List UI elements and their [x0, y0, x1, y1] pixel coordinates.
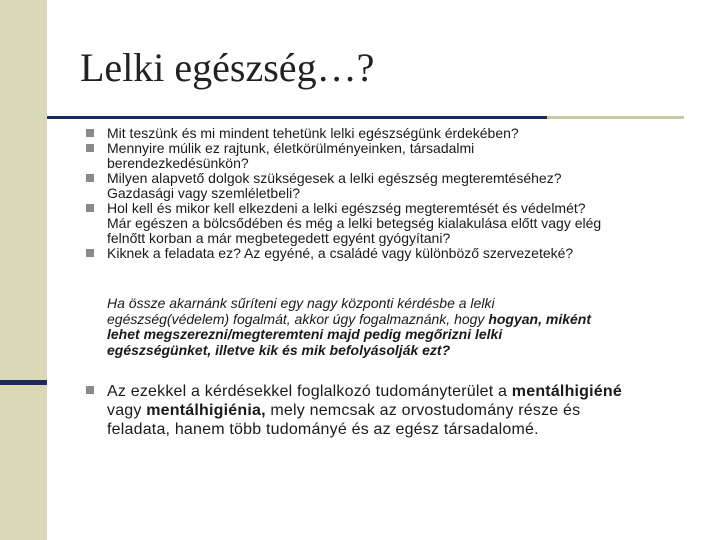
title-rule-dark	[47, 116, 547, 119]
bullet-line: felnőtt korban a már megbetegedett egyént gyógyítani?	[107, 230, 451, 246]
band-accent-mark	[0, 380, 47, 385]
conclusion-text: mely nemcsak az orvostudomány része és	[265, 402, 581, 419]
left-decorative-band	[0, 0, 47, 540]
bullet-line: Hol kell és mikor kell elkezdeni a lelki egészség megteremtését és védelmét?	[107, 200, 586, 216]
title-rule-light	[547, 116, 684, 119]
conclusion-bullet	[84, 382, 707, 439]
bullet-line: Mit teszünk és mi mindent tehetünk lelki egészségünk érdekében?	[107, 125, 519, 141]
bullet-item	[84, 141, 684, 171]
conclusion-line	[107, 382, 707, 401]
square-bullet-icon	[86, 174, 94, 182]
slide-title: Lelki egészség…?	[80, 45, 375, 90]
note-line	[107, 327, 677, 343]
conclusion-text: vagy	[107, 402, 147, 419]
square-bullet-icon	[86, 144, 94, 152]
bullet-item	[84, 171, 684, 201]
square-bullet-icon	[86, 204, 94, 212]
bullet-line: berendezkedésünkön?	[107, 155, 249, 171]
bullet-line: Gazdasági vagy szemléletbeli?	[107, 185, 300, 201]
note-line: Ha össze akarnánk sűríteni egy nagy központi kérdésbe a lelki	[107, 295, 495, 311]
bullet-line: Milyen alapvető dolgok szükségesek a lelki egészség megteremtéséhez?	[107, 170, 562, 186]
conclusion-text: Az ezekkel a kérdésekkel foglalkozó tudományterület a	[107, 383, 512, 400]
bullet-line: Kiknek a feladata ez? Az egyéné, a családé vagy különböző szervezeteké?	[107, 245, 574, 261]
bullet-item	[84, 201, 684, 246]
term-mentalhigiene: mentálhigiéné	[511, 383, 622, 400]
note-line	[107, 312, 677, 328]
bullet-item	[84, 126, 684, 141]
note-text: egészség(védelem) fogalmát, akkor úgy fogalmaznánk, hogy	[107, 310, 489, 327]
question-bullet-list	[84, 126, 684, 261]
bullet-line: Már egészen a bölcsődében és még a lelki betegség kialakulása előtt vagy elég	[107, 215, 602, 231]
square-bullet-icon	[86, 386, 94, 394]
conclusion-line: feladata, hanem több tudományé és az egész társadalomé.	[107, 421, 539, 438]
square-bullet-icon	[86, 129, 94, 137]
note-emphasis: egészségünket, illetve kik és mik befolyásolják ezt?	[107, 341, 451, 358]
conclusion-line	[107, 401, 707, 420]
note-line	[107, 343, 677, 359]
note-emphasis: hogyan, miként	[488, 310, 592, 327]
term-mentalhigienia: mentálhigiénia,	[146, 402, 266, 419]
bullet-line: Mennyire múlik ez rajtunk, életkörülményeinken, társadalmi	[107, 140, 475, 156]
bullet-item	[84, 246, 684, 261]
square-bullet-icon	[86, 249, 94, 257]
note-emphasis: lehet megszerezni/megteremteni majd pedig megőrizni lelki	[107, 326, 503, 342]
summary-question-note	[107, 296, 677, 358]
